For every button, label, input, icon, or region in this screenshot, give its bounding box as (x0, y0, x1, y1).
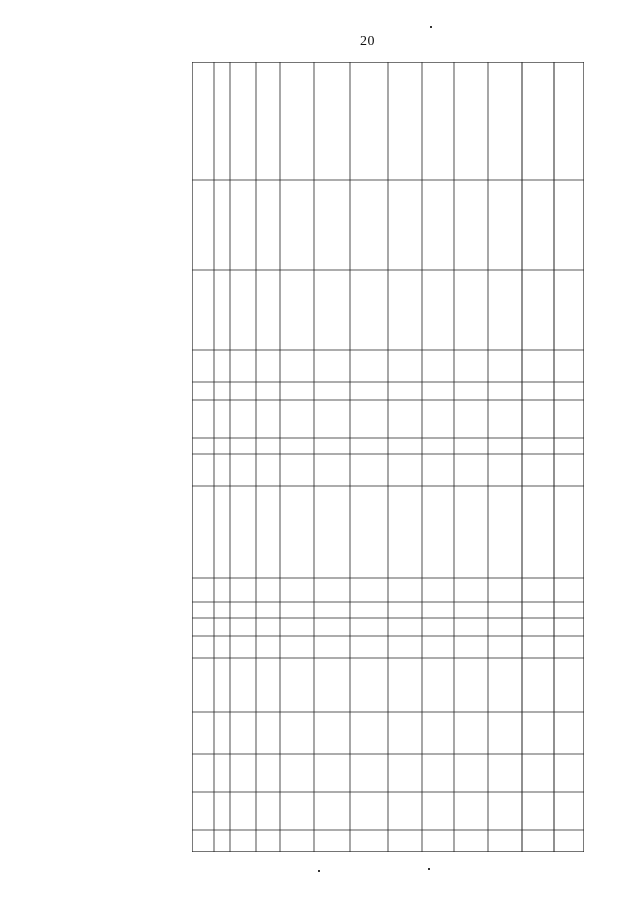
page-number: 20 (360, 34, 375, 49)
scan-speck (318, 870, 320, 872)
scan-speck (428, 868, 430, 870)
scan-speck (430, 26, 432, 28)
table-grid (192, 62, 584, 852)
rotated-financial-table (192, 62, 584, 852)
